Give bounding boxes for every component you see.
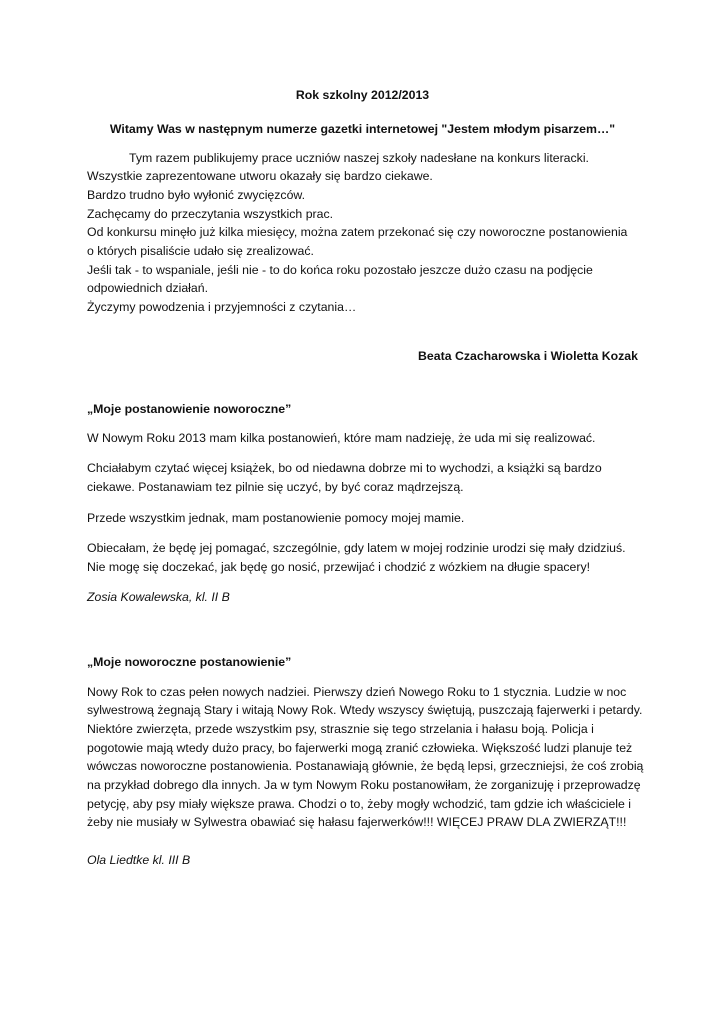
intro-line: Bardzo trudno było wyłonić zwycięzców. (87, 188, 306, 202)
article-2-line: na przykład dobrego dla innych. Ja w tym Nowym Roku postanowiłam, że zorganizuję i przeprowadzę (87, 778, 641, 792)
intro-line: Jeśli tak - to wspaniale, jeśli nie - to do końca roku pozostało jeszcze dużo czasu na podjęcie (87, 263, 593, 277)
intro-line: Od konkursu minęło już kilka miesięcy, można zatem przekonać się czy noworoczne postanowienia (87, 225, 628, 239)
page-subtitle: Witamy Was w następnym numerze gazetki internetowej "Jestem młodym pisarzem…" (109, 122, 616, 136)
article-2-line: sylwestrową żegnają Stary i witają Nowy Rok. Wtedy wszyscy świętują, puszczają fajerwerki i petardy. (87, 703, 643, 717)
article-2-line: Niektóre zwierzęta, przede wszystkim psy, strasznie się tego strzelania i hałasu boją. Policja i (87, 722, 594, 736)
editors-signature: Beata Czacharowska i Wioletta Kozak (418, 349, 638, 363)
intro-line: odpowiednich działań. (87, 281, 209, 295)
article-1-paragraph: W Nowym Roku 2013 mam kilka postanowień, które mam nadzieję, że uda mi się realizować. (87, 431, 596, 445)
article-1-title: „Moje postanowienie noworoczne” (87, 402, 292, 416)
intro-line: Życzymy powodzenia i przyjemności z czytania… (87, 300, 357, 314)
article-1-paragraph: Przede wszystkim jednak, mam postanowienie pomocy mojej mamie. (87, 511, 465, 525)
article-1-author: Zosia Kowalewska, kl. II B (87, 590, 230, 604)
article-1-paragraph: Chciałabym czytać więcej książek, bo od niedawna dobrze mi to wychodzi, a książki są bardzo (87, 461, 602, 475)
article-1-paragraph: ciekawe. Postanawiam tez pilnie się uczyć, by być coraz mądrzejszą. (87, 480, 464, 494)
article-2-line: wówczas noworoczne postanowienia. Postanawiają głównie, że będą lepsi, grzeczniejsi, że coś zrobią (87, 759, 644, 773)
page-title: Rok szkolny 2012/2013 (295, 88, 430, 102)
article-2-line: Nowy Rok to czas pełen nowych nadziei. Pierwszy dzień Nowego Roku to 1 stycznia. Ludzie w noc (87, 685, 627, 699)
intro-line: Zachęcamy do przeczytania wszystkich prac. (87, 207, 334, 221)
intro-line: Wszystkie zaprezentowane utworu okazały się bardzo ciekawe. (87, 169, 433, 183)
intro-line: Tym razem publikujemy prace uczniów naszej szkoły nadesłane na konkurs literacki. (129, 151, 589, 165)
article-2-title: „Moje noworoczne postanowienie” (87, 655, 292, 669)
article-2-author: Ola Liedtke kl. III B (87, 853, 191, 867)
intro-line: o których pisaliście udało się zrealizować. (87, 244, 314, 258)
article-1-paragraph: Obiecałam, że będę jej pomagać, szczególnie, gdy latem w mojej rodzinie urodzi się mały dzidziuś. (87, 541, 626, 555)
article-2-line: pogotowie mają wtedy dużo pracy, bo fajerwerki mogą zranić człowieka. Większość ludzi planuje też (87, 741, 633, 755)
article-1-paragraph: Nie mogę się doczekać, jak będę go nosić, przewijać i chodzić z wózkiem na długie spacery! (87, 560, 591, 574)
article-2-line: żeby nie musiały w Sylwestra obawiać się hałasu fajerwerków!!! WIĘCEJ PRAW DLA ZWIERZĄT!!! (87, 815, 627, 829)
article-2-line: petycję, aby psy miały większe prawa. Chodzi o to, żeby mogły wchodzić, tam gdzie ich właściciele i (87, 797, 632, 811)
